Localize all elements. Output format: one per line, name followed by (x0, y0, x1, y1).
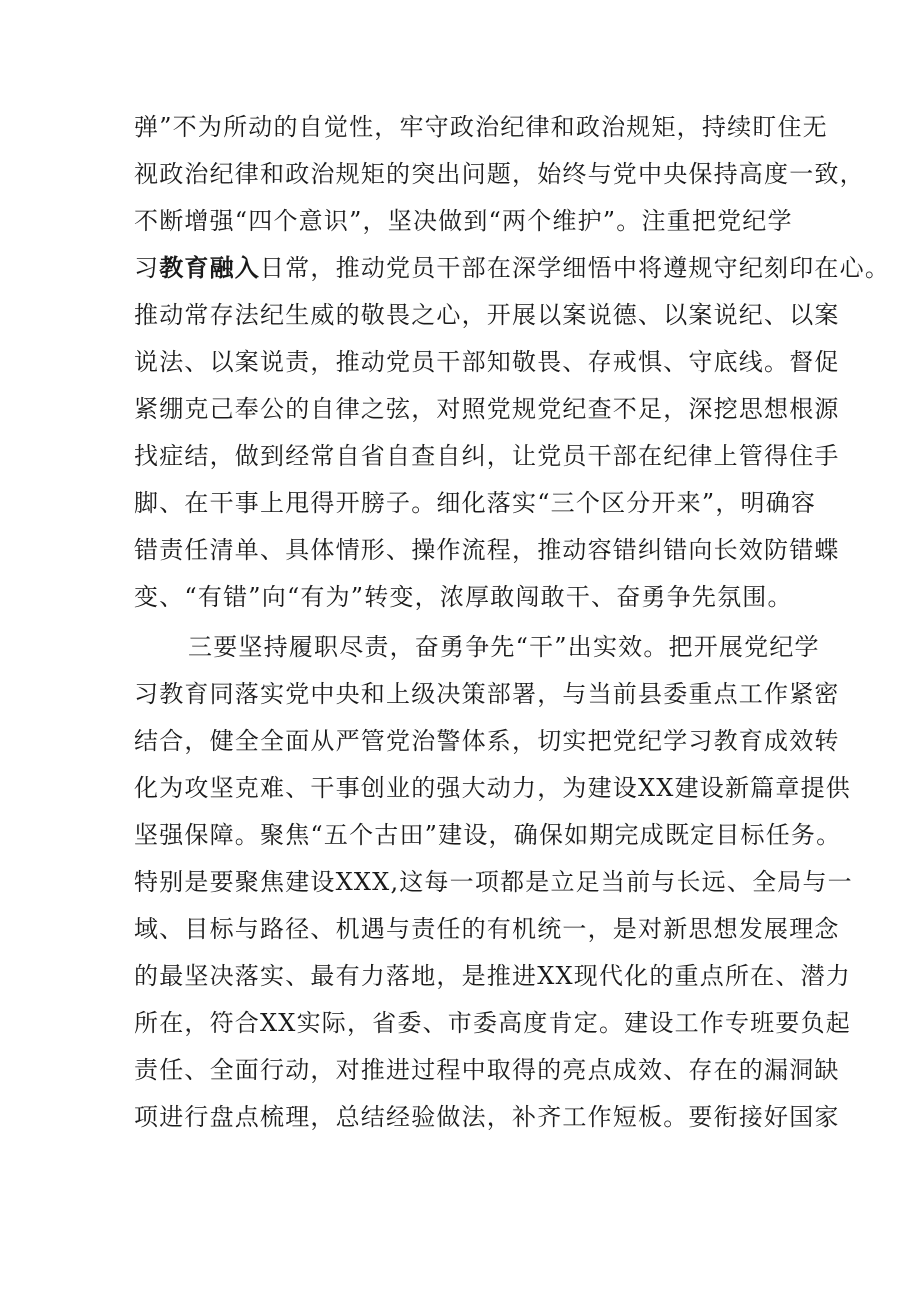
text-line: 习教育融入日常，推动党员干部在深学细悟中将遵规守纪刻印在心。 (134, 254, 891, 282)
paragraph-start-line: 三要坚持履职尽责，奋勇争先“干”出实效。把开展党纪学 (188, 633, 820, 661)
text-line: 所在，符合XX实际，省委、市委高度肯定。建设工作专班要负起 (134, 1009, 851, 1037)
text-line: 坚强保障。聚焦“五个古田”建设，确保如期完成既定目标任务。 (134, 821, 842, 849)
text-line: 变、“有错”向“有为”转变，浓厚敢闯敢干、奋勇争先氛围。 (134, 583, 793, 611)
text-line: 不断增强“四个意识”，坚决做到“两个维护”。注重把党纪学 (134, 207, 793, 235)
bold-phrase: 教育融入 (159, 254, 261, 282)
text-line: 责任、全面行动，对推进过程中取得的亮点成效、存在的漏洞缺 (134, 1056, 840, 1084)
text-line: 项进行盘点梳理，总结经验做法，补齐工作短板。要衔接好国家 (134, 1103, 840, 1131)
text-line: 域、目标与路径、机遇与责任的有机统一，是对新思想发展理念 (134, 915, 840, 943)
text-line: 推动常存法纪生威的敬畏之心，开展以案说德、以案说纪、以案 (134, 301, 840, 329)
text-line: 找症结，做到经常自省自查自纠，让党员干部在纪律上管得住手 (134, 442, 840, 470)
text-line: 脚、在干事上甩得开膀子。细化落实“三个区分开来”，明确容 (134, 489, 817, 517)
text-line: 紧绷克己奉公的自律之弦，对照党规党纪查不足，深挖思想根源 (134, 395, 840, 423)
text-line: 结合，健全全面从严管党治警体系，切实把党纪学习教育成效转 (134, 727, 840, 755)
text-line: 说法、以案说责，推动党员干部知敬畏、存戒惧、守底线。督促 (134, 348, 840, 376)
text-line: 特别是要聚焦建设XXX,这每一项都是立足当前与长远、全局与一 (134, 868, 853, 896)
text-line: 习教育同落实党中央和上级决策部署，与当前县委重点工作紧密 (134, 680, 840, 708)
text-line: 化为攻坚克难、干事创业的强大动力，为建设XX建设新篇章提供 (134, 774, 851, 802)
text-line: 错责任清单、具体情形、操作流程，推动容错纠错向长效防错蝶 (134, 536, 840, 564)
text-line: 弹”不为所动的自觉性，牢守政治纪律和政治规矩，持续盯住无 (134, 113, 828, 141)
text-line: 的最坚决落实、最有力落地，是推进XX现代化的重点所在、潜力 (134, 962, 851, 990)
text-line: 视政治纪律和政治规矩的突出问题，始终与党中央保持高度一致， (134, 160, 865, 188)
